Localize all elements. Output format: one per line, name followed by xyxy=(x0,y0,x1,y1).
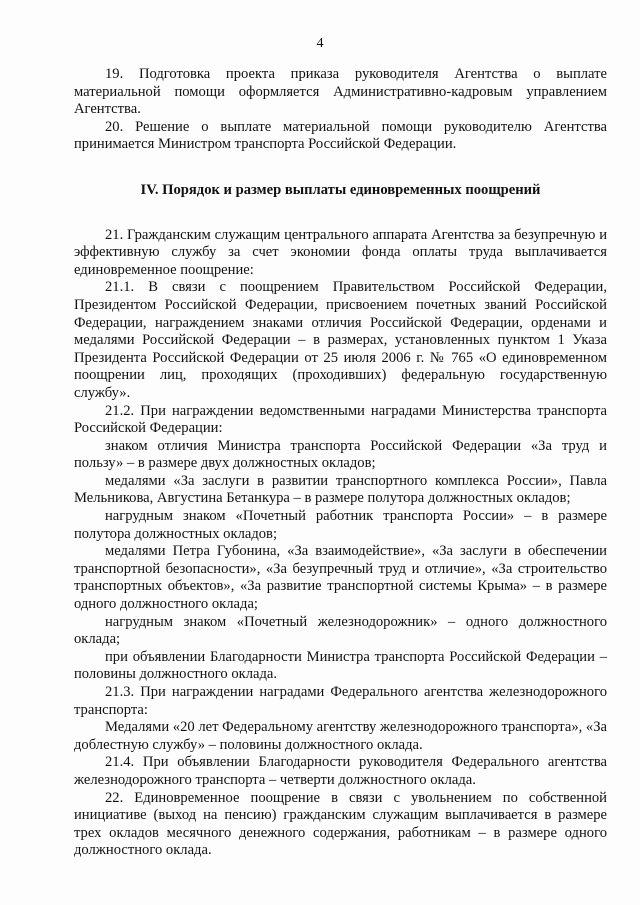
paragraph-21-3: 21.3. При награждении наградами Федерального агентства железнодорожного транспорта: xyxy=(74,684,607,718)
list-item-award: нагрудным знаком «Почетный работник транспорта России» – в размере полутора должностных окладов; xyxy=(74,508,607,542)
list-item-award: нагрудным знаком «Почетный железнодорожник» – одного должностного оклада; xyxy=(74,613,607,648)
paragraph-21-4: 21.4. При объявлении Благодарности руководителя Федерального агентства железнодорожного транспорта – четверти должностного оклада. xyxy=(74,754,607,788)
paragraph-21-2: 21.2. При награждении ведомственными наградами Министерства транспорта Российской Федерации: xyxy=(74,402,607,437)
document-body xyxy=(74,66,607,860)
paragraph-21-1: 21.1. В связи с поощрением Правительством Российской Федерации, Президентом Российской Федерации, присвоением почетных званий Российской Федерации, награждением знаками отличия Российской Федерации, орденами и медалями Российской Федерации – в размерах, установленных пунктом 1 Указа Президента Российской Федерации от 25 июля 2006 г. № 765 «О единовременном поощрении лиц, проходящих (проходивших) федеральную государственную службу». xyxy=(74,279,607,401)
section-heading: IV. Порядок и размер выплаты единовременных поощрений xyxy=(140,181,541,198)
paragraph-19: 19. Подготовка проекта приказа руководителя Агентства о выплате материальной помощи оформляется Административно-кадровым управлением Агентства. xyxy=(74,66,607,118)
paragraph-22: 22. Единовременное поощрение в связи с увольнением по собственной инициативе (выход на пенсию) гражданским служащим выплачивается в размере трех окладов месячного денежного содержания, работникам – в размере одного должностного оклада. xyxy=(74,789,607,859)
list-item-award: при объявлении Благодарности Министра транспорта Российской Федерации – половины должностного оклада. xyxy=(74,648,607,683)
paragraph-21: 21. Гражданским служащим центрального аппарата Агентства за безупречную и эффективную службу за счет экономии фонда оплаты труда выплачивается единовременное поощрение: xyxy=(74,226,607,278)
list-item-award: медалями Петра Губонина, «За взаимодействие», «За заслуги в обеспечении транспортной безопасности», «За безупречный труд и отличие», «За строительство транспортных объектов», «За развитие транспортной системы Крыма» – в размере одного должностного оклада; xyxy=(74,543,607,613)
list-item-award: Медалями «20 лет Федеральному агентству железнодорожного транспорта», «За доблестную службу» – половины должностного оклада. xyxy=(74,719,607,753)
list-item-award: знаком отличия Министра транспорта Российской Федерации «За труд и пользу» – в размере двух должностных окладов; xyxy=(74,437,607,472)
list-item-award: медалями «За заслуги в развитии транспортного комплекса России», Павла Мельникова, Августина Бетанкура – в размере полутора должностных окладов; xyxy=(74,472,607,507)
paragraph-20: 20. Решение о выплате материальной помощи руководителю Агентства принимается Министром транспорта Российской Федерации. xyxy=(74,118,607,153)
page-number: 4 xyxy=(316,36,324,51)
